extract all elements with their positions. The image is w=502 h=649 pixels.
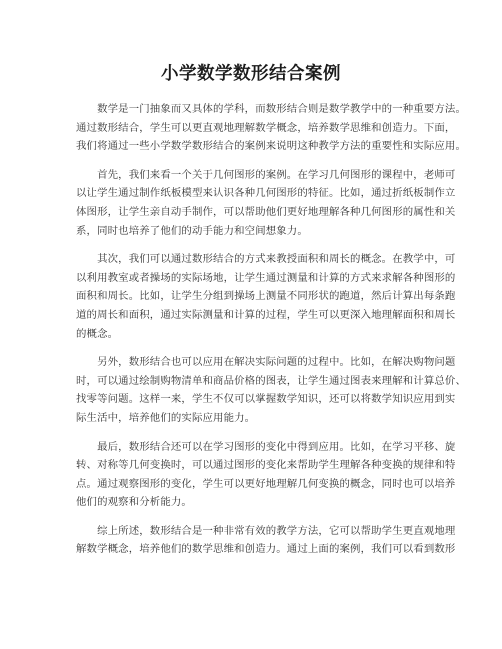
paragraph-line: 时，可以通过绘制购物清单和商品价格的图表，让学生通过图表来理解和计算总价、 <box>76 374 466 387</box>
paragraph-line: 以利用教室或者操场的实际场地，让学生通过测量和计算的方式来求解各种图形的 <box>76 271 456 284</box>
paragraph-line: 面积和周长。比如，让学生分组到操场上测量不同形状的跑道，然后计算出每条跑 <box>76 290 456 303</box>
paragraph <box>76 100 466 156</box>
paragraph <box>76 250 456 343</box>
paragraph-line: 数学是一门抽象而又具体的学科，而数形结合则是数学教学中的一种重要方法。 <box>76 103 466 115</box>
paragraph-line: 其次，我们可以通过数形结合的方式来教授面积和周长的概念。在教学中，可 <box>76 253 456 266</box>
paragraph-line: 通过数形结合，学生可以更直观地理解数学概念，培养数学思维和创造力。下面， <box>76 121 456 134</box>
paragraph <box>76 166 456 240</box>
paragraph-line: 以让学生通过制作纸板模型来认识各种几何图形的特征。比如，通过折纸板制作立 <box>76 187 456 200</box>
paragraph <box>76 522 456 559</box>
paragraph-line: 的概念。 <box>76 327 119 340</box>
paragraph-line: 最后，数形结合还可以在学习图形的变化中得到应用。比如，在学习平移、旋 <box>76 440 456 453</box>
paragraph-line: 际生活中，培养他们的实际应用能力。 <box>76 411 256 424</box>
paragraph-line: 找零等问题。这样一来，学生不仅可以掌握数学知识，还可以将数学知识应用到实 <box>76 393 456 406</box>
paragraph <box>76 438 456 512</box>
paragraph <box>76 353 466 427</box>
paragraph-line: 转、对称等几何变换时，可以通过图形的变化来帮助学生理解各种变换的规律和特 <box>76 459 456 472</box>
paragraph-line: 道的周长和面积，通过实际测量和计算的过程，学生可以更深入地理解面积和周长 <box>76 308 456 321</box>
paragraph-line: 我们将通过一些小学数学数形结合的案例来说明这种教学方法的重要性和实际应用。 <box>76 140 466 153</box>
paragraph-line: 体图形，让学生亲自动手制作，可以帮助他们更好地理解各种几何图形的属性和关 <box>76 205 456 218</box>
paragraph-line: 系，同时也培养了他们的动手能力和空间想象力。 <box>76 224 308 237</box>
paragraph-line: 解数学概念，培养他们的数学思维和创造力。通过上面的案例，我们可以看到数形 <box>76 543 456 556</box>
paragraph-line: 综上所述，数形结合是一种非常有效的教学方法，它可以帮助学生更直观地理 <box>76 524 456 537</box>
paragraph-line: 首先，我们来看一个关于几何图形的案例。在学习几何图形的课程中，老师可 <box>76 168 456 181</box>
document-body <box>76 100 466 569</box>
document-title: 小学数学数形结合案例 <box>161 64 341 84</box>
paragraph-line: 点。通过观察图形的变化，学生可以更好地理解几何变换的概念，同时也可以培养 <box>76 477 456 490</box>
paragraph-line: 他们的观察和分析能力。 <box>76 496 192 509</box>
paragraph-line: 另外，数形结合也可以应用在解决实际问题的过程中。比如，在解决购物问题 <box>76 356 456 369</box>
